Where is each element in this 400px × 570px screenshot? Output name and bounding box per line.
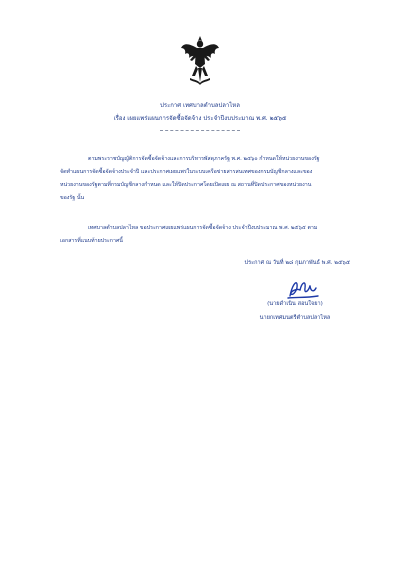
announcement-subject: เรื่อง เผยแพร่แผนการจัดซื้อจัดจ้าง ประจำปีงบประมาณ พ.ศ. ๒๕๖๕ xyxy=(113,115,287,122)
announcement-title: ประกาศ เทศบาลตำบลปลาไหล xyxy=(160,102,240,109)
title-divider xyxy=(160,130,240,131)
body-paragraph-1-line: ของรัฐ นั้น xyxy=(60,195,85,201)
body-paragraph-1-line: ตามพระราชบัญญัติการจัดซื้อจัดจ้างและการบริหารพัสดุภาครัฐ พ.ศ. ๒๕๖๐ กำหนดให้หน่วยงานของรัฐ xyxy=(88,156,320,162)
body-paragraph-1-line: จัดทำแผนการจัดซื้อจัดจ้างประจำปี และประกาศเผยแพร่ในระบบเครือข่ายสารสนเทศของกรมบัญชีกลางและของ xyxy=(60,169,313,175)
signer-title: นายกเทศมนตรีตำบลปลาไหล xyxy=(259,315,331,321)
signer-name: (นายดำเนิน สอนใจยา) xyxy=(267,301,323,307)
body-paragraph-2-line: เอกสารที่แนบท้ายประกาศนี้ xyxy=(60,238,123,244)
signature-icon xyxy=(284,276,324,302)
body-paragraph-2-line: เทศบาลตำบลปลาไหล ขอประกาศเผยแพร่แผนการจัดซื้อจัดจ้าง ประจำปีงบประมาณ พ.ศ. ๒๕๖๕ ตาม xyxy=(88,225,318,231)
announcement-date: ประกาศ ณ วันที่ ๒๘ กุมภาพันธ์ พ.ศ. ๒๕๖๕ xyxy=(244,260,350,266)
body-paragraph-1-line: หน่วยงานของรัฐตามที่กรมบัญชีกลางกำหนด และให้ปิดประกาศโดยเปิดเผย ณ สถานที่ปิดประกาศของหน่วยงาน xyxy=(60,182,312,188)
garuda-emblem-icon xyxy=(180,34,220,86)
